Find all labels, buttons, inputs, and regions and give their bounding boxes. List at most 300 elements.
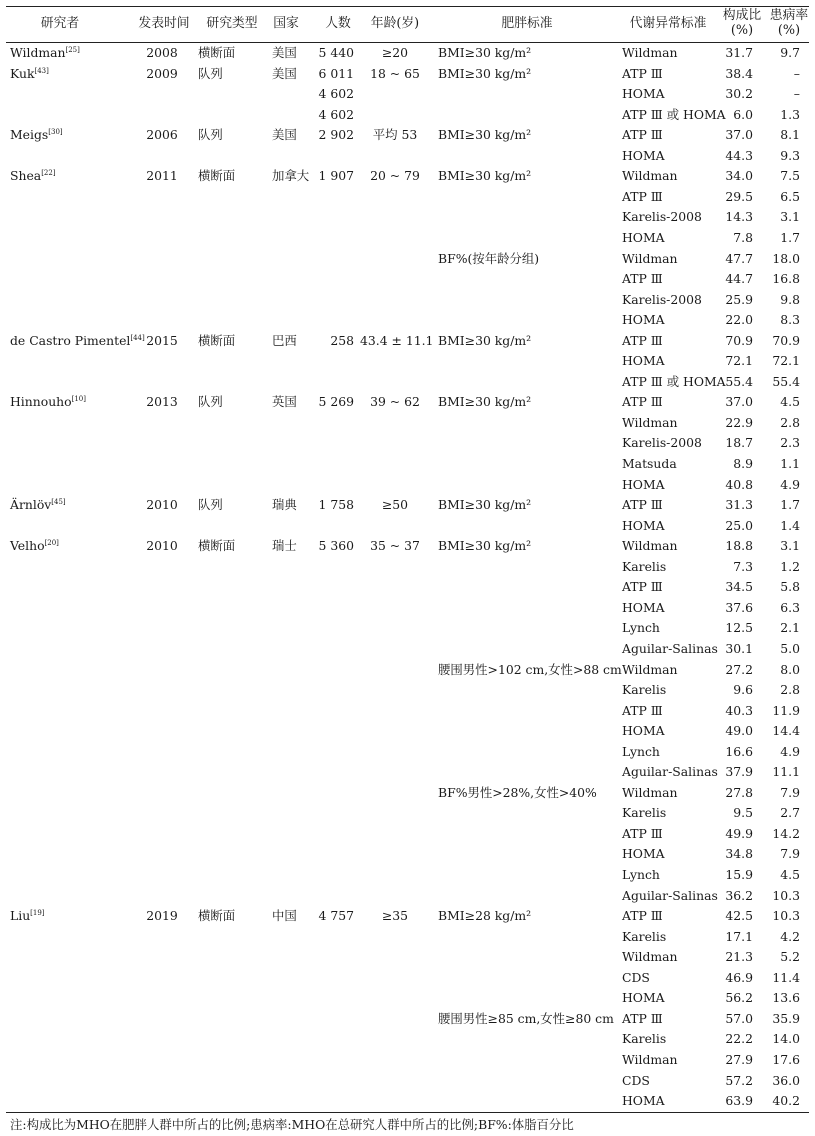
cell-text: BMI≥30 kg/m²	[438, 168, 532, 184]
cell-text: 16.8	[772, 271, 800, 287]
cell-obesity	[438, 67, 531, 81]
cell-proportion	[706, 950, 753, 964]
cell-n	[314, 539, 354, 553]
cell-text: 2010	[146, 497, 178, 513]
cell-text: Wildman	[622, 45, 678, 60]
cell-text: BMI≥30 kg/m²	[438, 497, 532, 513]
cell-proportion	[706, 601, 753, 615]
cell-text: ATP Ⅲ	[622, 1010, 663, 1026]
cell-metabolic	[622, 683, 666, 697]
cell-metabolic	[622, 847, 665, 861]
cell-metabolic	[622, 272, 663, 286]
cell-text: 18.0	[772, 250, 800, 266]
cell-obesity	[438, 128, 531, 142]
cell-text: Wildman	[622, 168, 678, 184]
cell-text: 2009	[146, 65, 178, 81]
cell-age	[360, 332, 434, 348]
cell-metabolic	[622, 621, 660, 635]
cell-text: Velho	[10, 538, 45, 554]
cell-design	[198, 46, 235, 60]
cell-text: ATP Ⅲ	[622, 332, 663, 348]
cell-metabolic	[622, 169, 678, 183]
cell-text: 22.9	[725, 414, 753, 430]
cell-metabolic	[622, 724, 665, 738]
cell-prevalence	[754, 704, 800, 718]
header-obesity: 肥胖标准	[501, 16, 553, 31]
cell-text: ATP Ⅲ	[622, 394, 663, 410]
cell-metabolic	[622, 190, 663, 204]
cell-prevalence	[754, 395, 800, 409]
cell-text: HOMA	[622, 312, 665, 328]
citation-ref: [25]	[65, 46, 80, 54]
cell-metabolic	[622, 436, 702, 450]
cell-text: 9.5	[733, 805, 753, 821]
cell-proportion	[706, 395, 753, 409]
cell-country	[272, 169, 309, 183]
cell-design	[198, 169, 235, 183]
cell-text: 8.9	[733, 456, 753, 471]
cell-design	[198, 539, 235, 553]
cell-study	[10, 128, 63, 142]
cell-text: 4.9	[780, 476, 800, 492]
cell-text: 4 602	[318, 106, 354, 122]
cell-text: 5.8	[780, 579, 800, 595]
cell-proportion	[706, 806, 753, 820]
cell-text: 22.2	[725, 1031, 753, 1047]
cell-prevalence	[754, 67, 800, 81]
cell-proportion	[706, 560, 753, 574]
cell-text: 5 440	[318, 45, 354, 60]
cell-text: 6.3	[780, 599, 800, 615]
cell-text: 5.2	[780, 949, 800, 965]
cell-text: 腰围男性≥85 cm,女性≥80 cm	[438, 1010, 614, 1026]
cell-country	[272, 334, 297, 348]
cell-country	[272, 67, 297, 81]
cell-text: 57.0	[725, 1010, 753, 1026]
cell-text: ATP Ⅲ	[622, 497, 663, 513]
cell-n	[314, 128, 354, 142]
cell-year	[140, 169, 184, 183]
cell-text: 3.1	[780, 538, 800, 554]
cell-text: 14.2	[772, 825, 800, 841]
cell-text: BF%(按年龄分组)	[438, 250, 540, 266]
cell-text: ≥50	[381, 497, 409, 513]
cell-prevalence	[754, 621, 800, 635]
cell-text: 腰围男性>102 cm,女性>88 cm	[438, 661, 622, 677]
cell-prevalence	[754, 786, 800, 800]
cell-text: 72.1	[772, 353, 800, 369]
cell-text: ATP Ⅲ	[622, 65, 663, 81]
cell-proportion	[706, 786, 753, 800]
cell-prevalence	[754, 601, 800, 615]
cell-text: –	[793, 86, 800, 102]
cell-prevalence	[754, 354, 800, 368]
cell-proportion	[706, 642, 753, 656]
cell-proportion	[706, 1053, 753, 1067]
cell-text: 22.0	[725, 312, 753, 328]
cell-obesity	[438, 909, 531, 923]
cell-text: 14.0	[772, 1031, 800, 1047]
cell-proportion	[706, 457, 753, 471]
cell-proportion	[706, 1094, 753, 1108]
cell-prevalence	[754, 210, 800, 224]
cell-text: HOMA	[622, 353, 665, 369]
cell-prevalence	[754, 231, 800, 245]
cell-text: HOMA	[622, 599, 665, 615]
cell-text: 美国	[272, 45, 297, 60]
cell-n	[314, 909, 354, 923]
cell-text: 2.1	[780, 620, 800, 636]
cell-prevalence	[754, 87, 800, 101]
cell-age	[360, 128, 430, 142]
cell-text: 11.1	[772, 764, 800, 780]
cell-metabolic	[622, 765, 718, 779]
cell-text: 7.9	[780, 784, 800, 800]
cell-text: 8.1	[780, 127, 800, 143]
cell-prevalence	[754, 478, 800, 492]
cell-text: Wildman	[622, 250, 678, 266]
cell-metabolic	[622, 806, 666, 820]
cell-prevalence	[754, 642, 800, 656]
cell-prevalence	[754, 909, 800, 923]
cell-text: HOMA	[622, 86, 665, 102]
cell-metabolic	[622, 519, 665, 533]
cell-text: –	[793, 65, 800, 81]
cell-text: Shea	[10, 168, 42, 184]
cell-text: Karelis	[622, 1031, 667, 1047]
cell-prevalence	[754, 1074, 800, 1088]
cell-design	[198, 909, 235, 923]
cell-metabolic	[622, 128, 663, 142]
cell-prevalence	[754, 498, 800, 512]
cell-prevalence	[754, 930, 800, 944]
cell-text: 27.8	[725, 784, 753, 800]
cell-prevalence	[754, 950, 800, 964]
cell-study	[10, 67, 49, 81]
cell-text: Karelis	[622, 558, 667, 574]
cell-proportion	[706, 478, 753, 492]
cell-prevalence	[754, 724, 800, 738]
cell-text: Wildman	[622, 784, 678, 800]
cell-metabolic	[622, 580, 663, 594]
cell-text: Karelis-2008	[622, 291, 702, 307]
cell-text: 2006	[146, 127, 178, 143]
cell-text: 27.2	[725, 661, 753, 677]
cell-text: Wildman	[622, 1051, 678, 1067]
cell-text: 30.1	[725, 640, 753, 656]
cell-text: 36.0	[772, 1072, 800, 1088]
citation-ref: [10]	[71, 395, 86, 404]
cell-text: 14.4	[772, 723, 800, 739]
cell-prevalence	[754, 46, 800, 60]
cell-text: 1.7	[780, 497, 800, 513]
cell-metabolic	[622, 642, 718, 656]
cell-prevalence	[754, 745, 800, 759]
table-footnote: 注:构成比为MHO在肥胖人群中所占的比例;患病率:MHO在总研究人群中所占的比例;BF%:体脂百分比	[10, 1117, 574, 1132]
cell-text: Wildman	[10, 45, 66, 60]
cell-text: BMI≥30 kg/m²	[438, 332, 532, 348]
cell-text: 17.1	[725, 928, 753, 944]
cell-text: ATP Ⅲ	[622, 579, 663, 595]
cell-text: 7.3	[733, 558, 753, 574]
cell-prevalence	[754, 436, 800, 450]
cell-text: 18 ~ 65	[370, 65, 420, 81]
cell-text: 队列	[198, 394, 223, 410]
cell-obesity	[438, 539, 531, 553]
cell-text: 4.5	[780, 394, 800, 410]
cell-prevalence	[754, 1053, 800, 1067]
cell-metabolic	[622, 868, 660, 882]
cell-proportion	[706, 436, 753, 450]
cell-text: 英国	[272, 394, 297, 410]
cell-metabolic	[622, 67, 663, 81]
cell-text: 31.7	[725, 45, 753, 60]
cell-obesity	[438, 252, 539, 266]
cell-text: 16.6	[725, 743, 753, 759]
cell-proportion	[706, 149, 753, 163]
cell-study	[10, 334, 145, 348]
cell-text: 2.8	[780, 414, 800, 430]
cell-text: BMI≥30 kg/m²	[438, 65, 532, 81]
cell-prevalence	[754, 539, 800, 553]
cell-metabolic	[622, 560, 666, 574]
cell-text: 5.0	[780, 640, 800, 656]
cell-text: 27.9	[725, 1051, 753, 1067]
cell-text: 34.8	[725, 846, 753, 862]
cell-text: Aguilar-Salinas	[622, 640, 718, 656]
cell-study	[10, 395, 86, 409]
cell-text: 3.1	[780, 209, 800, 225]
cell-n	[314, 395, 354, 409]
cell-text: 18.7	[725, 435, 753, 451]
cell-text: Lynch	[622, 620, 660, 636]
cell-metabolic	[622, 293, 702, 307]
cell-text: 25.0	[725, 517, 753, 533]
cell-metabolic	[622, 930, 666, 944]
cell-text: BMI≥30 kg/m²	[438, 45, 532, 60]
cell-year	[140, 909, 184, 923]
cell-obesity	[438, 169, 531, 183]
cell-text: 39 ~ 62	[370, 394, 420, 410]
cell-design	[198, 128, 223, 142]
cell-text: 17.6	[772, 1051, 800, 1067]
cell-proportion	[706, 539, 753, 553]
cell-proportion	[706, 909, 753, 923]
cell-proportion	[706, 334, 753, 348]
cell-text: 10.3	[772, 908, 800, 924]
cell-metabolic	[622, 87, 665, 101]
cell-text: Aguilar-Salinas	[622, 887, 718, 903]
cell-prevalence	[754, 827, 800, 841]
cell-text: ATP Ⅲ	[622, 908, 663, 924]
cell-text: HOMA	[622, 147, 665, 163]
cell-proportion	[706, 108, 753, 122]
cell-prevalence	[754, 108, 800, 122]
cell-text: 队列	[198, 65, 223, 81]
cell-design	[198, 334, 235, 348]
header-prevalence: 患病率 (%)	[769, 8, 809, 38]
cell-text: HOMA	[622, 517, 665, 533]
cell-proportion	[706, 375, 753, 389]
cell-text: 6.0	[733, 106, 753, 122]
cell-text: ≥35	[381, 908, 409, 924]
cell-text: 44.7	[725, 271, 753, 287]
cell-proportion	[706, 1012, 753, 1026]
cell-country	[272, 128, 297, 142]
cell-text: 18.8	[725, 538, 753, 554]
cell-text: HOMA	[622, 1093, 665, 1109]
cell-text: 横断面	[198, 908, 236, 924]
cell-prevalence	[754, 128, 800, 142]
cell-text: 31.3	[725, 497, 753, 513]
cell-text: 2013	[146, 394, 178, 410]
cell-text: 47.7	[725, 250, 753, 266]
cell-metabolic	[622, 663, 678, 677]
cell-text: 瑞士	[272, 538, 297, 554]
cell-prevalence	[754, 457, 800, 471]
cell-text: 1 907	[318, 168, 354, 184]
cell-text: Wildman	[622, 538, 678, 554]
cell-text: 37.6	[725, 599, 753, 615]
cell-text: 38.4	[725, 65, 753, 81]
cell-prevalence	[754, 169, 800, 183]
cell-proportion	[706, 1032, 753, 1046]
cell-proportion	[706, 704, 753, 718]
cell-text: HOMA	[622, 229, 665, 245]
cell-text: 美国	[272, 127, 297, 143]
cell-prevalence	[754, 334, 800, 348]
cell-text: 6.5	[780, 188, 800, 204]
cell-text: Wildman	[622, 661, 678, 677]
cell-text: 9.8	[780, 291, 800, 307]
cell-proportion	[706, 46, 753, 60]
cell-metabolic	[622, 478, 665, 492]
citation-ref: [45]	[51, 498, 66, 507]
cell-text: 56.2	[725, 990, 753, 1006]
cell-text: 15.9	[725, 867, 753, 882]
cell-metabolic	[622, 539, 678, 553]
cell-metabolic	[622, 889, 718, 903]
cell-text: 70.9	[772, 332, 800, 348]
cell-text: CDS	[622, 969, 650, 985]
cell-year	[140, 128, 184, 142]
cell-metabolic	[622, 827, 663, 841]
cell-text: BMI≥30 kg/m²	[438, 127, 532, 143]
cell-study	[10, 909, 45, 923]
cell-text: Wildman	[622, 949, 678, 965]
cell-text: 11.9	[772, 702, 800, 718]
cell-text: 2015	[146, 332, 178, 348]
cell-text: 平均 53	[372, 127, 418, 143]
cell-metabolic	[622, 1032, 666, 1046]
cell-metabolic	[622, 416, 678, 430]
cell-text: 1.3	[780, 106, 800, 122]
cell-text: 2019	[146, 908, 178, 924]
cell-prevalence	[754, 519, 800, 533]
cell-prevalence	[754, 149, 800, 163]
cell-metabolic	[622, 395, 663, 409]
cell-text: 42.5	[725, 908, 753, 924]
cell-text: ATP Ⅲ	[622, 825, 663, 841]
cell-text: 2008	[146, 45, 178, 60]
cell-metabolic	[622, 46, 678, 60]
cell-text: 瑞典	[272, 497, 297, 513]
cell-text: 37.0	[725, 394, 753, 410]
citation-ref: [19]	[30, 909, 45, 918]
cell-metabolic	[622, 601, 665, 615]
cell-year	[140, 46, 184, 60]
cell-text: Ärnlöv	[10, 497, 52, 513]
cell-text: ATP Ⅲ	[622, 188, 663, 204]
cell-text: 72.1	[725, 353, 753, 369]
cell-text: ATP Ⅲ	[622, 127, 663, 143]
cell-text: 29.5	[725, 188, 753, 204]
cell-metabolic	[622, 149, 665, 163]
cell-text: 1 758	[318, 497, 354, 513]
cell-text: 巴西	[272, 332, 297, 348]
cell-text: Hinnouho	[10, 394, 72, 410]
cell-text: 43.4 ± 11.1	[360, 332, 434, 348]
cell-proportion	[706, 971, 753, 985]
cell-obesity	[438, 46, 531, 60]
cell-text: de Castro Pimentel	[10, 332, 131, 348]
cell-obesity	[438, 1012, 614, 1026]
cell-text: Meigs	[10, 127, 49, 143]
cell-study	[10, 169, 56, 183]
table-bottom-rule	[6, 1112, 809, 1113]
cell-prevalence	[754, 252, 800, 266]
citation-ref: [22]	[41, 169, 56, 178]
cell-text: 1.7	[780, 229, 800, 245]
cell-text: 2011	[146, 168, 178, 184]
cell-prevalence	[754, 847, 800, 861]
cell-text: 加拿大	[272, 168, 310, 184]
cell-prevalence	[754, 190, 800, 204]
cell-proportion	[706, 498, 753, 512]
table-top-rule	[6, 6, 809, 7]
cell-text: Lynch	[622, 743, 660, 759]
cell-prevalence	[754, 971, 800, 985]
cell-text: 37.9	[725, 764, 753, 780]
header-study: 研究者	[40, 16, 80, 31]
cell-proportion	[706, 519, 753, 533]
cell-metabolic	[622, 909, 663, 923]
cell-obesity	[438, 786, 597, 800]
cell-text: 36.2	[725, 887, 753, 903]
header-metabolic: 代谢异常标准	[629, 16, 707, 31]
cell-country	[272, 539, 297, 553]
header-n: 人数	[325, 16, 351, 31]
cell-proportion	[706, 190, 753, 204]
cell-text: 20 ~ 79	[370, 168, 420, 184]
cell-text: 2010	[146, 538, 178, 554]
cell-country	[272, 395, 297, 409]
cell-prevalence	[754, 765, 800, 779]
cell-proportion	[706, 1074, 753, 1088]
cell-text: 7.9	[780, 846, 800, 862]
cell-metabolic	[622, 334, 663, 348]
cell-text: HOMA	[622, 723, 665, 739]
cell-metabolic	[622, 313, 665, 327]
cell-design	[198, 395, 223, 409]
cell-metabolic	[622, 971, 650, 985]
cell-prevalence	[754, 272, 800, 286]
cell-year	[140, 67, 184, 81]
cell-text: 40.3	[725, 702, 753, 718]
cell-prevalence	[754, 683, 800, 697]
cell-text: Karelis	[622, 682, 667, 698]
cell-proportion	[706, 765, 753, 779]
